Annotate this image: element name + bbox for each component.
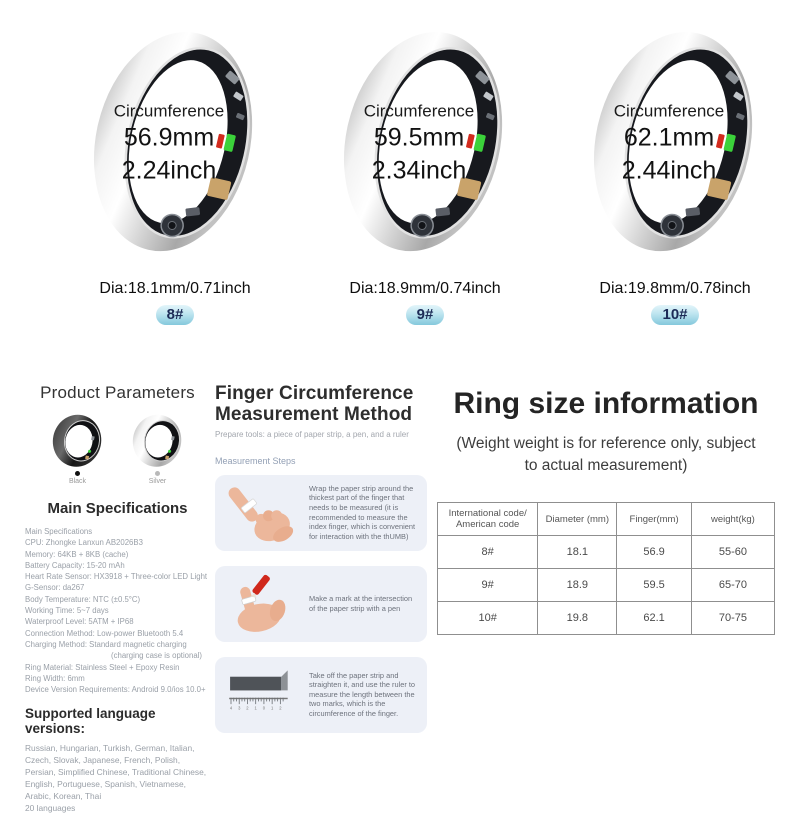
ring-size-table — [437, 502, 775, 635]
cell-diameter: 18.9 — [538, 569, 617, 602]
ring-size-info-subtitle: (Weight weight is for reference only, subject to actual measurement) — [456, 435, 756, 474]
diameter-text: Dia:19.8mm/0.78inch — [599, 280, 751, 297]
svg-text:2: 2 — [279, 705, 282, 711]
cell-finger: 56.9 — [617, 536, 691, 569]
size-badge-10: 10# — [651, 305, 698, 325]
header-weight: weight(kg) — [691, 503, 774, 536]
svg-text:3: 3 — [238, 705, 241, 711]
circumference-label: Circumference — [613, 101, 725, 121]
header-international-code: International code/ American code — [438, 503, 538, 536]
circumference-mm: 59.5mm — [373, 123, 465, 152]
spec-line: Memory: 64KB + 8KB (cache) — [25, 549, 129, 559]
measurement-method-subtitle: Prepare tools: a piece of paper strip, a pen, and a ruler — [215, 429, 409, 439]
languages-count: 20 languages — [25, 803, 76, 814]
ring-size-info-title: Ring size information — [453, 387, 759, 420]
silver-color-dot — [155, 471, 160, 476]
svg-text:2: 2 — [246, 705, 249, 711]
hand-with-pen-icon — [223, 572, 303, 636]
cell-size-code: 8# — [438, 536, 538, 569]
cell-weight: 70-75 — [691, 602, 774, 635]
header-finger: Finger(mm) — [617, 503, 691, 536]
diameter-text: Dia:18.9mm/0.74inch — [349, 280, 501, 297]
circumference-mm: 56.9mm — [123, 123, 215, 152]
spec-line: Device Version Requirements: Android 9.0/ios 10.0+ — [25, 685, 206, 695]
measurement-step-1 — [215, 475, 427, 551]
cell-diameter: 18.1 — [538, 536, 617, 569]
step-1-text: Wrap the paper strip around the thickest part of the finger that needs to be measured (it is recommended to measure the index finger, which is convenient for interaction with the thUMB) — [309, 483, 415, 541]
svg-text:1: 1 — [270, 705, 274, 711]
main-specifications-title: Main Specifications — [47, 500, 188, 517]
ruler-measure-illustration — [223, 663, 303, 727]
spec-line: G-Sensor: da267 — [25, 583, 85, 593]
languages-list: Russian, Hungarian, Turkish, German, Italian, Czech, Slovak, Japanese, French, Polish, Persian, Simplified Chinese, Traditional Chinese, English, Portuguese, Spanish, Vietnamese, Arabic, Korean, Thai — [25, 743, 207, 802]
color-option-black — [48, 412, 108, 485]
step-3-text: Take off the paper strip and straighten it, and use the ruler to measure the length between the two marks, which is the circumference of the finger. — [309, 670, 415, 718]
cell-size-code: 9# — [438, 569, 538, 602]
product-parameters-title: Product Parameters — [40, 383, 195, 402]
ring-panel-8 — [50, 6, 300, 325]
table-row — [438, 602, 775, 635]
color-label-black: Black — [68, 478, 87, 485]
ring-image-9 — [339, 20, 511, 264]
silver-ring-icon — [128, 412, 188, 468]
cell-size-code: 10# — [438, 602, 538, 635]
circumference-inch: 2.34inch — [371, 156, 467, 185]
spec-line: Connection Method: Low-power Bluetooth 5.4 — [25, 628, 184, 638]
spec-line: Body Temperature: NTC (±0.5°C) — [25, 594, 141, 604]
spec-line: Charging Method: Standard magnetic charging — [25, 639, 187, 649]
color-option-silver — [128, 412, 188, 485]
svg-text:0: 0 — [262, 705, 266, 711]
measurement-step-2 — [215, 566, 427, 642]
ring-size-info-column — [437, 383, 775, 814]
measurement-step-3 — [215, 657, 427, 733]
cell-weight: 55-60 — [691, 536, 774, 569]
table-header-row — [438, 503, 775, 536]
cell-diameter: 19.8 — [538, 602, 617, 635]
wrap-finger-illustration — [223, 481, 303, 545]
pointing-finger-icon — [223, 481, 303, 545]
color-options — [25, 412, 210, 485]
spec-line: Battery Capacity: 15-20 mAh — [25, 560, 125, 570]
spec-line: CPU: Zhongke Lanxun AB2026B3 — [25, 538, 143, 548]
cell-finger: 59.5 — [617, 569, 691, 602]
ring-panel-10 — [550, 6, 800, 325]
rings-showcase — [0, 0, 800, 325]
ring-circumference-overlay — [594, 102, 744, 187]
ring-circumference-overlay — [344, 102, 494, 187]
svg-text:1: 1 — [254, 705, 257, 711]
cell-weight: 65-70 — [691, 569, 774, 602]
size-badge-9: 9# — [406, 305, 445, 325]
step-2-text: Make a mark at the intersection of the paper strip with a pen — [309, 593, 413, 613]
circumference-label: Circumference — [113, 101, 225, 121]
circumference-inch: 2.24inch — [121, 156, 217, 185]
ring-circumference-overlay — [94, 102, 244, 187]
black-color-dot — [75, 471, 80, 476]
languages-title: Supported language versions: — [25, 706, 156, 737]
spec-line: (charging case is optional) — [111, 651, 203, 661]
table-row — [438, 569, 775, 602]
spec-line: Ring Material: Stainless Steel + Epoxy Resin — [25, 662, 180, 672]
circumference-mm: 62.1mm — [623, 123, 715, 152]
size-badge-8: 8# — [156, 305, 195, 325]
paper-strip-and-ruler-icon — [223, 663, 303, 727]
spec-line: Ring Width: 6mm — [25, 673, 85, 683]
svg-text:4: 4 — [229, 705, 233, 711]
spec-line: Main Specifications — [25, 527, 93, 536]
specifications-list — [25, 526, 210, 695]
header-diameter: Diameter (mm) — [538, 503, 617, 536]
mark-with-pen-illustration — [223, 572, 303, 636]
measurement-steps-label: Measurement Steps — [215, 455, 296, 466]
measurement-method-column — [215, 383, 427, 814]
ring-image-10 — [589, 20, 761, 264]
spec-line: Working Time: 5~7 days — [25, 606, 109, 616]
product-parameters-column — [25, 383, 210, 814]
cell-finger: 62.1 — [617, 602, 691, 635]
measurement-method-title: Finger Circumference Measurement Method — [215, 383, 414, 426]
diameter-text: Dia:18.1mm/0.71inch — [99, 280, 251, 297]
ring-panel-9 — [300, 6, 550, 325]
black-ring-icon — [48, 412, 108, 468]
circumference-inch: 2.44inch — [621, 156, 717, 185]
ring-image-8 — [89, 20, 261, 264]
table-row — [438, 536, 775, 569]
details-section — [0, 383, 800, 814]
spec-line: Heart Rate Sensor: HX3918 + Three-color LED Light — [25, 572, 208, 582]
circumference-label: Circumference — [363, 101, 475, 121]
color-label-silver: Silver — [148, 478, 167, 485]
spec-line: Waterproof Level: 5ATM + IP68 — [25, 617, 134, 627]
